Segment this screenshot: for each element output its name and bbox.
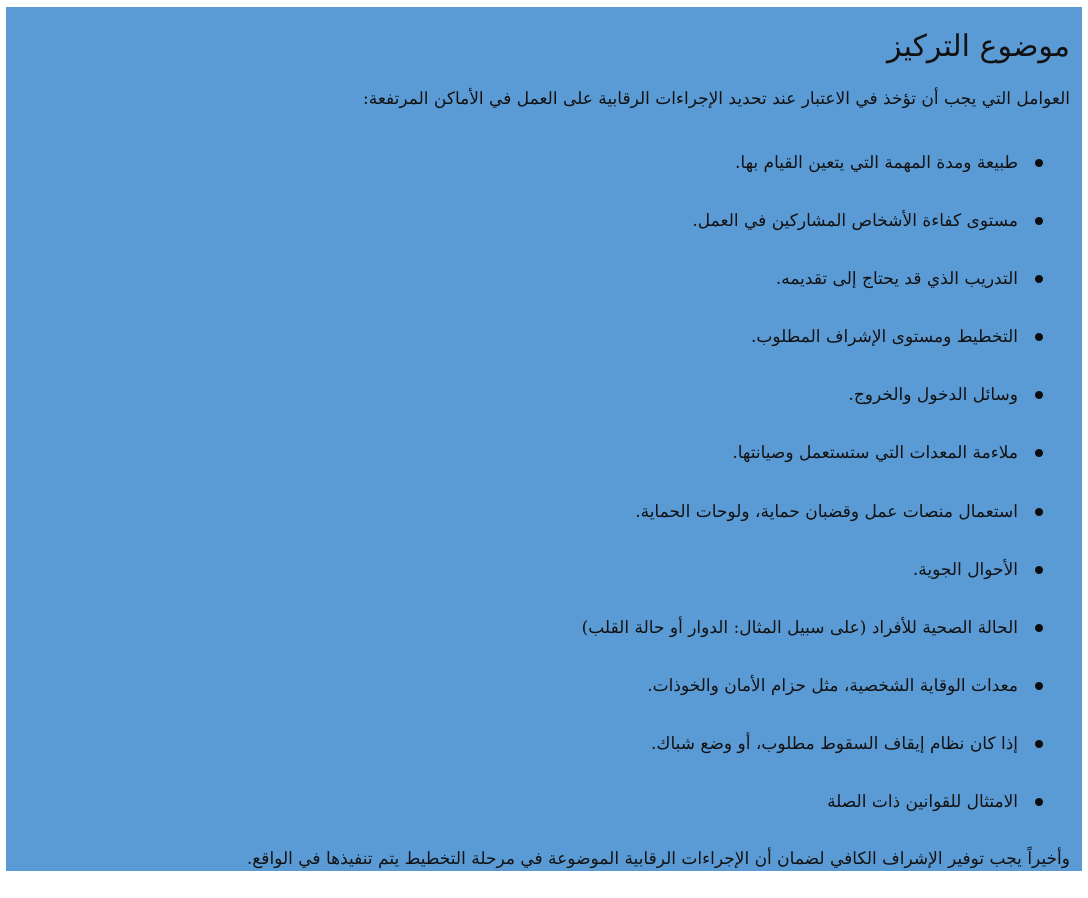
bullet-icon xyxy=(1035,159,1043,167)
content-panel xyxy=(6,7,1082,871)
bullet-icon xyxy=(1035,217,1043,225)
list-item xyxy=(6,553,1082,587)
list-item-text: طبيعة ومدة المهمة التي يتعين القيام بها. xyxy=(734,153,1018,173)
list-item xyxy=(6,262,1082,296)
factors-list xyxy=(6,146,1082,843)
bullet-icon xyxy=(1035,275,1043,283)
page-title: موضوع التركيز xyxy=(887,29,1070,64)
list-item-text: إذا كان نظام إيقاف السقوط مطلوب، أو وضع شباك. xyxy=(651,733,1018,754)
list-item-text: استعمال منصات عمل وقضبان حماية، ولوحات الحماية. xyxy=(635,501,1018,522)
bullet-icon xyxy=(1035,682,1043,690)
list-item xyxy=(6,727,1082,761)
closing-text: وأخيراً يجب توفير الإشراف الكافي لضمان أن الإجراءات الرقابية الموضوعة في مرحلة التخطيط يتم تنفيذها في الواقع. xyxy=(246,849,1070,869)
bullet-icon xyxy=(1035,449,1043,457)
list-item-text: التخطيط ومستوى الإشراف المطلوب. xyxy=(750,327,1018,348)
list-item-text: الامتثال للقوانين ذات الصلة xyxy=(827,792,1018,813)
list-item-text: وسائل الدخول والخروج. xyxy=(848,385,1018,406)
bullet-icon xyxy=(1035,624,1043,632)
list-item xyxy=(6,146,1082,180)
list-item xyxy=(6,669,1082,703)
list-item-text: ملاءمة المعدات التي ستستعمل وصيانتها. xyxy=(732,443,1018,464)
list-item-text: مستوى كفاءة الأشخاص المشاركين في العمل. xyxy=(692,211,1018,232)
list-item xyxy=(6,785,1082,819)
bullet-icon xyxy=(1035,566,1043,574)
list-item xyxy=(6,495,1082,529)
list-item-text: الحالة الصحية للأفراد (على سبيل المثال: الدوار أو حالة القلب) xyxy=(581,617,1018,638)
list-item xyxy=(6,436,1082,470)
list-item xyxy=(6,378,1082,412)
bullet-icon xyxy=(1035,740,1043,748)
list-item-text: الأحوال الجوية. xyxy=(912,559,1018,580)
intro-text: العوامل التي يجب أن تؤخذ في الاعتبار عند تحديد الإجراءات الرقابية على العمل في الأماكن المرتفعة: xyxy=(363,89,1070,109)
list-item-text: التدريب الذي قد يحتاج إلى تقديمه. xyxy=(775,269,1018,290)
list-item xyxy=(6,611,1082,645)
bullet-icon xyxy=(1035,391,1043,399)
list-item-text: معدات الوقاية الشخصية، مثل حزام الأمان والخوذات. xyxy=(647,675,1018,696)
bullet-icon xyxy=(1035,333,1043,341)
bullet-icon xyxy=(1035,508,1043,516)
list-item xyxy=(6,204,1082,238)
bullet-icon xyxy=(1035,798,1043,806)
list-item xyxy=(6,320,1082,354)
